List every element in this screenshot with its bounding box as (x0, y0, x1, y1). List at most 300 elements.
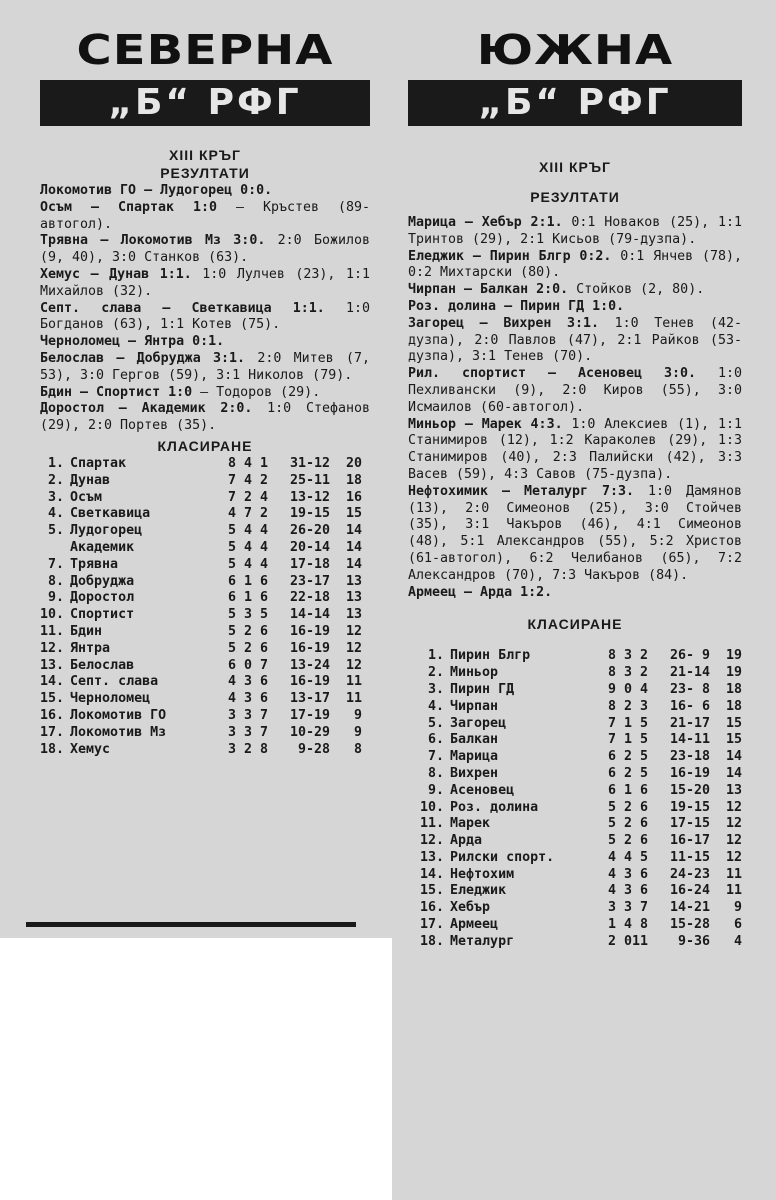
match-result (408, 585, 742, 602)
match-result (408, 215, 751, 249)
match-result (40, 200, 370, 234)
standings-d: 4 (623, 917, 632, 933)
match-result (40, 266, 378, 301)
standings-l: 6 (260, 590, 269, 606)
standings-w: 6 (228, 590, 237, 606)
standings-team: Загорец (450, 715, 507, 731)
standings-d: 1 (244, 573, 253, 589)
standings-team: Арда (450, 833, 483, 849)
standings-pos: 17. (420, 917, 445, 933)
standings-w: 8 (228, 455, 237, 471)
standings-pts: 9 (354, 707, 363, 723)
standings-l: 5 (260, 607, 269, 623)
standings-l: 2 (639, 648, 648, 664)
standings-d: 4 (244, 472, 253, 488)
standings-team: Септ. слава (70, 674, 159, 690)
standings-l: 6 (639, 799, 648, 815)
table-row (40, 641, 362, 658)
standings-goals: 15-20 (669, 782, 710, 798)
standings-d: 3 (244, 691, 253, 707)
standings-team: Локомотив Мз (70, 724, 167, 740)
standings-d: 1 (244, 590, 253, 606)
standings-team: Осъм (70, 489, 103, 505)
standings-w: 5 (607, 816, 616, 832)
standings-goals: 13-24 (290, 657, 331, 673)
standings-w: 1 (607, 917, 616, 933)
match-result (40, 183, 370, 200)
standings-l: 6 (260, 573, 269, 589)
standings-team: Спортист (70, 607, 135, 623)
table-row (40, 674, 362, 691)
standings-team: Марица (450, 749, 499, 765)
match-headline: Осъм — Спартак 1:0 (40, 199, 217, 215)
standings-pos: 14. (40, 674, 65, 690)
south-results (408, 215, 751, 601)
standings-pos: 11. (420, 816, 445, 832)
standings-d: 2 (623, 749, 632, 765)
match-scorers: 2:0 Божилов (9, 40), 3:0 Станков (63). (40, 233, 379, 266)
standings-w: 5 (228, 523, 237, 539)
standings-pts: 12 (346, 657, 363, 673)
table-row (420, 900, 742, 917)
table-row (420, 934, 742, 951)
standings-pos: 10. (40, 607, 65, 623)
standings-pts: 13 (346, 590, 363, 606)
table-row (40, 473, 362, 490)
south-standings-table (420, 648, 742, 950)
standings-w: 3 (607, 900, 616, 916)
standings-d: 1 (623, 782, 632, 798)
standings-goals: 23- 8 (669, 681, 710, 697)
table-row (420, 699, 742, 716)
match-result (40, 401, 379, 435)
match-headline: Септ. слава — Светкавица 1:1. (40, 300, 325, 316)
match-scorers: 0:1 Янчев (78), 0:2 Михтарски (80). (408, 248, 751, 281)
standings-team: Академик (70, 539, 135, 555)
standings-pts: 13 (346, 607, 363, 623)
match-headline: Хемус — Дунав 1:1. (40, 266, 192, 282)
standings-w: 6 (607, 749, 616, 765)
standings-d: 4 (244, 523, 253, 539)
match-result (408, 282, 742, 299)
match-headline: Черноломец — Янтра 0:1. (40, 334, 225, 350)
standings-d: 2 (244, 741, 253, 757)
match-scorers: 0:1 Новаков (25), 1:1 Тринтов (29), 2:1 Кисьов (79-дузпа). (408, 215, 751, 247)
table-row (420, 665, 742, 682)
table-row (40, 691, 362, 708)
standings-pts: 14 (346, 523, 363, 539)
standings-pts: 14 (346, 539, 363, 555)
standings-pos: 7. (48, 556, 65, 572)
standings-pts: 6 (733, 917, 742, 933)
standings-d: 4 (623, 849, 632, 865)
standings-pts: 15 (725, 715, 742, 731)
standings-l: 1 (260, 455, 269, 471)
standings-pts: 18 (725, 698, 742, 714)
standings-d: 3 (623, 883, 632, 899)
standings-goals: 14-11 (669, 732, 710, 748)
standings-d: 0 (623, 681, 632, 697)
standings-goals: 9-28 (298, 741, 331, 757)
standings-team: Добруджа (70, 573, 135, 589)
standings-l: 5 (639, 715, 648, 731)
north-results (40, 183, 379, 435)
standings-goals: 17-19 (290, 707, 331, 723)
standings-d: 3 (244, 674, 253, 690)
table-row (420, 833, 742, 850)
standings-goals: 17-15 (669, 816, 710, 832)
standings-pos: 2. (428, 665, 445, 681)
standings-l: 6 (260, 691, 269, 707)
standings-l: 4 (260, 556, 269, 572)
standings-goals: 13-17 (290, 691, 331, 707)
standings-l: 6 (260, 623, 269, 639)
standings-team: Армеец (450, 917, 499, 933)
table-row (420, 766, 742, 783)
standings-pts: 8 (354, 741, 363, 757)
standings-pos: 8. (48, 573, 65, 589)
north-title: СЕВЕРНА (76, 26, 334, 75)
standings-w: 4 (228, 674, 237, 690)
standings-d: 3 (244, 724, 253, 740)
standings-goals: 16- 6 (669, 698, 710, 714)
standings-goals: 13-12 (290, 489, 331, 505)
standings-w: 5 (607, 833, 616, 849)
north-bottom-rule (26, 922, 356, 927)
standings-w: 3 (228, 724, 237, 740)
standings-l: 11 (631, 933, 648, 949)
standings-pts: 14 (346, 556, 363, 572)
standings-w: 6 (607, 765, 616, 781)
standings-w: 6 (607, 782, 616, 798)
standings-w: 5 (228, 556, 237, 572)
standings-l: 6 (639, 782, 648, 798)
standings-w: 4 (607, 849, 616, 865)
standings-team: Бдин (70, 623, 103, 639)
standings-w: 4 (228, 506, 237, 522)
standings-pos (40, 540, 70, 557)
standings-l: 4 (260, 539, 269, 555)
south-column (392, 0, 776, 1200)
standings-l: 5 (639, 749, 648, 765)
standings-goals: 22-18 (290, 590, 331, 606)
standings-team: Янтра (70, 640, 111, 656)
standings-l: 7 (639, 900, 648, 916)
standings-l: 6 (260, 640, 269, 656)
table-row (40, 607, 362, 624)
standings-pos: 10. (420, 799, 445, 815)
standings-pts: 12 (725, 849, 742, 865)
standings-pos: 2. (48, 472, 65, 488)
standings-goals: 24-23 (669, 866, 710, 882)
match-result (40, 300, 378, 335)
standings-team: Нефтохим (450, 866, 515, 882)
standings-pts: 12 (346, 640, 363, 656)
standings-goals: 25-11 (290, 472, 331, 488)
standings-d: 2 (244, 489, 253, 505)
standings-w: 8 (607, 648, 616, 664)
standings-pts: 12 (346, 623, 363, 639)
standings-w: 9 (607, 681, 616, 697)
standings-goals: 16-19 (669, 765, 710, 781)
standings-l: 7 (260, 724, 269, 740)
standings-pos: 5. (48, 523, 65, 539)
standings-l: 6 (639, 883, 648, 899)
match-result (40, 233, 379, 267)
standings-pos: 16. (420, 900, 445, 916)
match-result (408, 316, 742, 366)
table-row (40, 708, 362, 725)
match-headline: Миньор — Марек 4:3. (408, 416, 563, 432)
standings-l: 6 (639, 816, 648, 832)
standings-goals: 23-17 (290, 573, 331, 589)
standings-pts: 20 (346, 455, 363, 471)
standings-goals: 19-15 (669, 799, 710, 815)
north-league-banner: „Б“ РФГ (40, 80, 370, 126)
standings-w: 5 (228, 623, 237, 639)
standings-goals: 16-17 (669, 833, 710, 849)
standings-team: Марек (450, 816, 491, 832)
standings-d: 2 (623, 816, 632, 832)
standings-pos: 13. (420, 849, 445, 865)
match-result (408, 248, 751, 283)
table-row (40, 523, 362, 540)
standings-d: 2 (623, 765, 632, 781)
standings-pos: 12. (420, 833, 445, 849)
standings-d: 4 (244, 539, 253, 555)
standings-pts: 19 (725, 648, 742, 664)
standings-pts: 12 (725, 833, 742, 849)
table-row (40, 540, 362, 557)
match-scorers: 2:0 Митев (7, 53), 3:0 Гергов (59), 3:1 Николов (79). (40, 350, 379, 383)
match-result (40, 385, 370, 402)
table-row (40, 574, 362, 591)
standings-team: Металург (450, 933, 515, 949)
table-row (420, 682, 742, 699)
standings-l: 8 (639, 917, 648, 933)
standings-d: 1 (623, 732, 632, 748)
match-result (408, 366, 751, 416)
standings-w: 6 (228, 573, 237, 589)
standings-team: Спартак (70, 455, 127, 471)
standings-pos: 9. (428, 782, 445, 798)
standings-d: 3 (623, 665, 632, 681)
table-row (420, 850, 742, 867)
south-standings-title: КЛАСИРАНЕ (527, 616, 623, 633)
standings-pts: 19 (725, 665, 742, 681)
standings-team: Локомотив ГО (70, 707, 167, 723)
match-headline: Белослав — Добруджа 3:1. (40, 350, 246, 366)
standings-pos: 7. (428, 749, 445, 765)
standings-l: 6 (639, 866, 648, 882)
standings-pts: 11 (346, 674, 363, 690)
standings-l: 5 (639, 732, 648, 748)
north-results-title: РЕЗУЛТАТИ (160, 165, 250, 181)
standings-team: Хемус (70, 741, 111, 757)
north-column (0, 0, 392, 938)
standings-pts: 12 (725, 816, 742, 832)
standings-w: 6 (228, 657, 237, 673)
standings-pts: 12 (725, 799, 742, 815)
standings-w: 4 (607, 883, 616, 899)
standings-goals: 23-18 (669, 749, 710, 765)
standings-w: 5 (228, 607, 237, 623)
south-league-banner: „Б“ РФГ (408, 80, 742, 126)
standings-d: 3 (244, 607, 253, 623)
standings-pos: 17. (40, 724, 65, 740)
standings-pos: 15. (40, 691, 65, 707)
standings-w: 4 (607, 866, 616, 882)
standings-pos: 14. (420, 866, 445, 882)
standings-pts: 15 (346, 506, 363, 522)
standings-w: 3 (228, 741, 237, 757)
match-result (40, 334, 370, 351)
standings-goals: 17-18 (290, 556, 331, 572)
standings-l: 7 (260, 657, 269, 673)
standings-goals: 26-20 (290, 523, 331, 539)
match-scorers: — Кръстев (89-автогол). (40, 199, 370, 232)
standings-w: 7 (607, 715, 616, 731)
standings-team: Еледжик (450, 883, 507, 899)
standings-w: 8 (607, 665, 616, 681)
match-result (408, 483, 751, 585)
standings-goals: 16-19 (290, 640, 331, 656)
standings-d: 2 (623, 833, 632, 849)
match-headline: Рил. спортист — Асеновец 3:0. (408, 366, 696, 382)
standings-d: 3 (623, 648, 632, 664)
standings-w: 2 (607, 933, 616, 949)
standings-goals: 21-17 (669, 715, 710, 731)
standings-w: 8 (607, 698, 616, 714)
standings-pos: 13. (40, 657, 65, 673)
table-row (40, 725, 362, 742)
standings-pos: 12. (40, 640, 65, 656)
standings-d: 2 (244, 623, 253, 639)
match-headline: Марица — Хебър 2:1. (408, 215, 563, 230)
table-row (420, 867, 742, 884)
standings-pos: 16. (40, 707, 65, 723)
standings-l: 2 (639, 665, 648, 681)
match-scorers: 1:0 Дамянов (13), 2:0 Симеонов (25), 3:0 Стойчев (35), 3:1 Чакъров (46), 4:1 Симеонов (48), 5:1 Александров (55), 5:2 Христов (61-автогол), 6:2 Челибанов (65), 7:2 Александров (70), 7:3 Чакъров (84). (408, 483, 751, 583)
table-row (40, 490, 362, 507)
standings-pts: 11 (725, 883, 742, 899)
standings-goals: 9-36 (677, 933, 710, 949)
standings-pts: 11 (346, 691, 363, 707)
table-row (420, 732, 742, 749)
match-scorers: 1:0 Богданов (63), 1:1 Котев (75). (40, 300, 378, 333)
standings-l: 2 (260, 506, 269, 522)
standings-d: 3 (623, 900, 632, 916)
standings-pos: 15. (420, 883, 445, 899)
standings-pts: 9 (354, 724, 363, 740)
south-round: XIII КРЪГ (539, 159, 611, 175)
standings-d: 2 (623, 799, 632, 815)
standings-goals: 16-19 (290, 674, 331, 690)
standings-pos: 8. (428, 765, 445, 781)
standings-d: 4 (244, 455, 253, 471)
standings-l: 4 (639, 681, 648, 697)
standings-team: Дунав (70, 472, 111, 488)
standings-pts: 9 (733, 900, 742, 916)
standings-goals: 11-15 (669, 849, 710, 865)
standings-pos: 3. (48, 489, 65, 505)
standings-team: Трявна (70, 556, 119, 572)
standings-team: Вихрен (450, 765, 499, 781)
standings-goals: 14-21 (669, 900, 710, 916)
standings-d: 2 (244, 640, 253, 656)
standings-l: 5 (639, 849, 648, 865)
table-row (40, 624, 362, 641)
standings-goals: 10-29 (290, 724, 331, 740)
standings-pts: 15 (725, 732, 742, 748)
standings-pts: 18 (725, 681, 742, 697)
standings-l: 8 (260, 741, 269, 757)
standings-team: Пирин ГД (450, 681, 515, 697)
standings-goals: 21-14 (669, 665, 710, 681)
standings-pos: 4. (428, 698, 445, 714)
standings-team: Светкавица (70, 506, 151, 522)
standings-w: 7 (607, 732, 616, 748)
standings-l: 3 (639, 698, 648, 714)
standings-d: 7 (244, 506, 253, 522)
standings-goals: 16-24 (669, 883, 710, 899)
match-headline: Роз. долина — Пирин ГД 1:0. (408, 298, 625, 314)
match-scorers: 1:0 Алексиев (1), 1:1 Станимиров (12), 1:2 Караколев (29), 1:3 Станимиров (40), 2:3 Палийски (42), 3:3 Васев (59), 4:3 Савов (75-дузпа). (408, 416, 751, 482)
standings-goals: 16-19 (290, 623, 331, 639)
match-headline: Еледжик — Пирин Блгр 0:2. (408, 248, 612, 264)
standings-pts: 13 (725, 782, 742, 798)
standings-pts: 4 (733, 933, 742, 949)
table-row (40, 456, 362, 473)
standings-pts: 11 (725, 866, 742, 882)
standings-goals: 31-12 (290, 455, 331, 471)
match-scorers: 1:0 Тенев (42-дузпа), 2:0 Павлов (47), 2:1 Райков (53-дузпа), 3:1 Тенев (70). (408, 315, 742, 365)
match-headline: Трявна — Локомотив Мз 3:0. (40, 233, 266, 249)
north-standings-table (40, 456, 362, 758)
match-scorers: 1:0 Стефанов (29), 2:0 Портев (35). (40, 401, 379, 434)
match-scorers: Стойков (2, 80). (568, 282, 705, 298)
standings-goals: 20-14 (290, 539, 331, 555)
table-row (420, 648, 742, 665)
match-headline: Загорец — Вихрен 3:1. (408, 315, 600, 331)
standings-pos: 4. (48, 506, 65, 522)
match-result (408, 416, 751, 484)
standings-pos: 18. (40, 741, 65, 757)
standings-d: 1 (623, 715, 632, 731)
standings-pos: 5. (428, 715, 445, 731)
table-row (40, 506, 362, 523)
standings-pos: 9. (48, 590, 65, 606)
standings-team: Черноломец (70, 691, 151, 707)
standings-l: 2 (260, 472, 269, 488)
standings-team: Белослав (70, 657, 135, 673)
standings-d: 3 (623, 866, 632, 882)
match-scorers: 1:0 Пехливански (9), 2:0 Киров (55), 3:0 Исмаилов (60-автогол). (408, 366, 751, 415)
standings-l: 4 (260, 489, 269, 505)
south-results-title: РЕЗУЛТАТИ (530, 189, 620, 205)
match-headline: Нефтохимик — Металург 7:3. (408, 483, 635, 499)
standings-pts: 13 (346, 573, 363, 589)
south-masthead (408, 26, 742, 126)
standings-w: 7 (228, 489, 237, 505)
standings-team: Роз. долина (450, 799, 539, 815)
match-result (40, 350, 379, 385)
standings-w: 5 (607, 799, 616, 815)
standings-w: 5 (228, 640, 237, 656)
match-headline: Армеец — Арда 1:2. (408, 584, 553, 600)
standings-pos: 1. (48, 455, 65, 471)
standings-l: 7 (260, 707, 269, 723)
